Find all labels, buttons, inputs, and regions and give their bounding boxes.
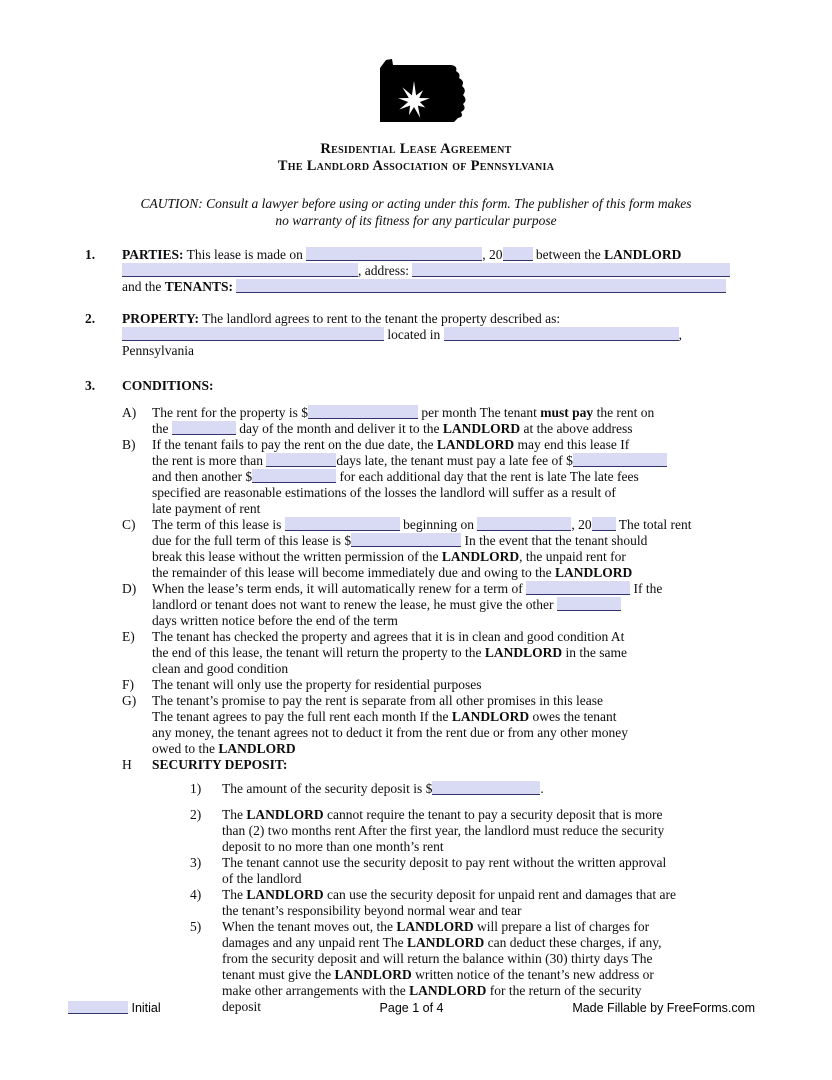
text-run: located in [384, 327, 444, 342]
bold-text: LANDLORD [246, 807, 324, 822]
text-run: the rent on [593, 405, 655, 420]
bold-text: LANDLORD [555, 565, 633, 580]
item-label: C) [122, 517, 136, 532]
text-run: The amount of the security deposit is $ [222, 781, 433, 796]
text-run: no warranty of its fitness for any particular purpose [275, 213, 557, 228]
text-run: When the lease’s term ends, it will automatically renew for a term of [152, 581, 527, 596]
bold-text: SECURITY DEPOSIT: [152, 757, 288, 772]
text-run: cannot require the tenant to pay a security deposit that is more [323, 807, 663, 822]
fill-field[interactable] [503, 247, 533, 261]
item-label: D) [122, 581, 137, 596]
text-run: The tenant will only use the property for residential purposes [152, 677, 482, 692]
bold-text: TENANTS: [164, 279, 234, 294]
text-run: the end of this lease, the tenant will return the property to the [152, 645, 485, 660]
fill-field[interactable] [306, 247, 482, 261]
text-run: The tenant cannot use the security deposit to pay rent without the written approval [222, 855, 667, 870]
fill-field[interactable] [236, 279, 726, 293]
security-subitem-1 [190, 781, 755, 797]
text-run: than (2) two months rent After the first year, the landlord must reduce the security [222, 823, 665, 838]
text-run: CAUTION: Consult a lawyer before using or acting under this form. The publisher of this form makes [140, 196, 692, 211]
item-label: F) [122, 677, 135, 692]
document-subtitle: The Landlord Association of Pennsylvania [277, 158, 555, 174]
bold-text: LANDLORD [406, 935, 485, 950]
security-subitem-4 [190, 887, 755, 919]
item-label: E) [122, 629, 135, 644]
text-run: , Pennsylvania [122, 327, 682, 358]
text-run: due for the full term of this lease is $ [152, 533, 352, 548]
section-number: 2. [85, 311, 96, 326]
text-run: specified are reasonable estimations of the losses the landlord will suffer as a result of [152, 485, 616, 500]
text-run: will prepare a list of charges for [473, 919, 650, 934]
condition-item-f [122, 677, 755, 693]
text-run: of the landlord [222, 871, 302, 886]
text-run: owed to the [152, 741, 219, 756]
bold-text: LANDLORD [246, 887, 324, 902]
text-run: from the security deposit and will return the balance within (30) thirty days The [222, 951, 653, 966]
text-run: , 20 [571, 517, 592, 532]
text-run: days late, the tenant must pay a late fee of $ [336, 453, 573, 468]
text-run: damages and any unpaid rent The [222, 935, 407, 950]
text-run: clean and good condition [152, 661, 289, 676]
item-label: G) [122, 693, 137, 708]
text-run: tenant must give the [222, 967, 335, 982]
condition-item-g [122, 693, 755, 757]
text-run: per month The tenant [417, 405, 541, 420]
bold-text: LANDLORD [396, 919, 474, 934]
text-run: The tenant agrees to pay the full rent each month If the [152, 709, 452, 724]
text-run: deposit [222, 999, 261, 1014]
text-run: written notice of the tenant’s new address or [411, 967, 654, 982]
condition-item-b [122, 437, 755, 517]
bold-text: PROPERTY: [122, 311, 200, 326]
bold-text: LANDLORD [409, 983, 487, 998]
bold-text: LANDLORD [334, 967, 412, 982]
item-label: H [122, 757, 132, 772]
text-run: late payment of rent [152, 501, 261, 516]
text-run: deposit to no more than one month’s rent [222, 839, 444, 854]
bold-text: LANDLORD [484, 645, 563, 660]
security-subitem-3 [190, 855, 755, 887]
text-run: in the same [562, 645, 628, 660]
section-number: 3. [85, 378, 96, 393]
condition-item-h-security-deposit [122, 757, 755, 1015]
bold-text: LANDLORD [441, 549, 520, 564]
subitem-label: 3) [190, 855, 202, 870]
document-body [0, 229, 832, 1015]
text-run: The term of this lease is [152, 517, 285, 532]
fill-field[interactable] [592, 517, 616, 531]
section-conditions [85, 378, 755, 1015]
text-run: any money, the tenant agrees not to deduct it from the rent due or from any other money [152, 725, 628, 740]
security-deposit-heading [152, 757, 755, 773]
text-run: at the above address [520, 421, 633, 436]
fill-field[interactable] [412, 263, 730, 277]
text-run: If the [630, 581, 663, 596]
fill-field[interactable] [308, 405, 418, 419]
conditions-heading: CONDITIONS: [122, 378, 214, 393]
condition-item-e [122, 629, 755, 677]
text-run: may end this lease If [514, 437, 630, 452]
item-label: B) [122, 437, 136, 452]
security-subitem-2 [190, 807, 755, 855]
bold-text: LANDLORD [604, 247, 682, 262]
text-run: If the tenant fails to pay the rent on the due date, the [152, 437, 437, 452]
fill-field[interactable] [122, 263, 358, 277]
section-parties [85, 247, 755, 295]
text-run: Initial [128, 1001, 161, 1015]
text-run: The [222, 887, 247, 902]
pennsylvania-logo-icon [364, 57, 468, 123]
fillable-credit: Made Fillable by FreeForms.com [572, 1001, 756, 1015]
text-run: The tenant has checked the property and agrees that it is in clean and good condition At [152, 629, 625, 644]
text-run: can use the security deposit for unpaid rent and damages that are [323, 887, 677, 902]
item-label: A) [122, 405, 137, 420]
fill-field[interactable] [172, 421, 236, 435]
text-run: The [222, 807, 247, 822]
condition-item-a [122, 405, 755, 437]
text-run: day of the month and deliver it to the [235, 421, 443, 436]
section-property-text [122, 311, 755, 359]
text-run: The tenant’s promise to pay the rent is separate from all other promises in this lease [152, 693, 603, 708]
subitem-label: 5) [190, 919, 202, 934]
text-run: The rent for the property is $ [152, 405, 308, 420]
fill-field[interactable] [526, 581, 630, 595]
text-run: landlord or tenant does not want to renew the lease, he must give the other [152, 597, 557, 612]
bold-text: LANDLORD [218, 741, 296, 756]
fill-field[interactable] [573, 453, 667, 467]
fill-field[interactable] [477, 517, 571, 531]
bold-text: PARTIES: [122, 247, 184, 262]
bold-text: LANDLORD [436, 437, 515, 452]
fill-field[interactable] [432, 781, 540, 795]
fill-field[interactable] [557, 597, 621, 611]
subitem-label: 4) [190, 887, 202, 902]
text-run: In the event that the tenant should [461, 533, 648, 548]
text-run: This lease is made on [183, 247, 307, 262]
subitem-label: 1) [190, 781, 202, 796]
bold-text: LANDLORD [451, 709, 530, 724]
page-number: Page 1 of 4 [379, 1001, 444, 1015]
text-run: , address: [358, 263, 413, 278]
fill-field[interactable] [252, 469, 336, 483]
condition-item-d [122, 581, 755, 629]
text-run: days written notice before the end of the term [152, 613, 398, 628]
text-run: beginning on [399, 517, 478, 532]
text-run: and then another $ [152, 469, 253, 484]
fill-field[interactable] [351, 533, 461, 547]
text-run: owes the tenant [529, 709, 617, 724]
fill-field[interactable] [68, 1001, 128, 1014]
fill-field[interactable] [285, 517, 400, 531]
bold-text: must pay [540, 405, 594, 420]
text-run: the [152, 421, 172, 436]
text-run: for each additional day that the rent is late The late fees [336, 469, 639, 484]
text-run: the tenant’s responsibility beyond normal wear and tear [222, 903, 522, 918]
text-run: . [540, 781, 544, 796]
text-run: When the tenant moves out, the [222, 919, 397, 934]
text-run: and the [122, 279, 165, 294]
condition-item-c [122, 517, 755, 581]
fill-field[interactable] [122, 327, 384, 341]
section-number: 1. [85, 247, 96, 262]
text-run: for the return of the security [486, 983, 642, 998]
text-run: break this lease without the written permission of the [152, 549, 442, 564]
caution-notice [0, 195, 832, 229]
section-property [85, 311, 755, 359]
text-run: between the [532, 247, 605, 262]
text-run: the rent is more than [152, 453, 267, 468]
bold-text: LANDLORD [442, 421, 521, 436]
initial-area [68, 1001, 380, 1016]
logo-container [0, 0, 832, 127]
subitem-label: 2) [190, 807, 202, 822]
fill-field[interactable] [266, 453, 336, 467]
text-run: the remainder of this lease will become immediately due and owing to the [152, 565, 556, 580]
section-parties-text [122, 247, 755, 295]
text-run: , 20 [482, 247, 503, 262]
text-run: make other arrangements with the [222, 983, 410, 998]
fill-field[interactable] [444, 327, 679, 341]
text-run: The total rent [615, 517, 692, 532]
text-run: , the unpaid rent for [519, 549, 626, 564]
page-footer [68, 1001, 755, 1016]
document-title: Residential Lease Agreement [320, 141, 512, 157]
text-run: The landlord agrees to rent to the tenant the property described as: [199, 311, 561, 326]
text-run: can deduct these charges, if any, [484, 935, 662, 950]
